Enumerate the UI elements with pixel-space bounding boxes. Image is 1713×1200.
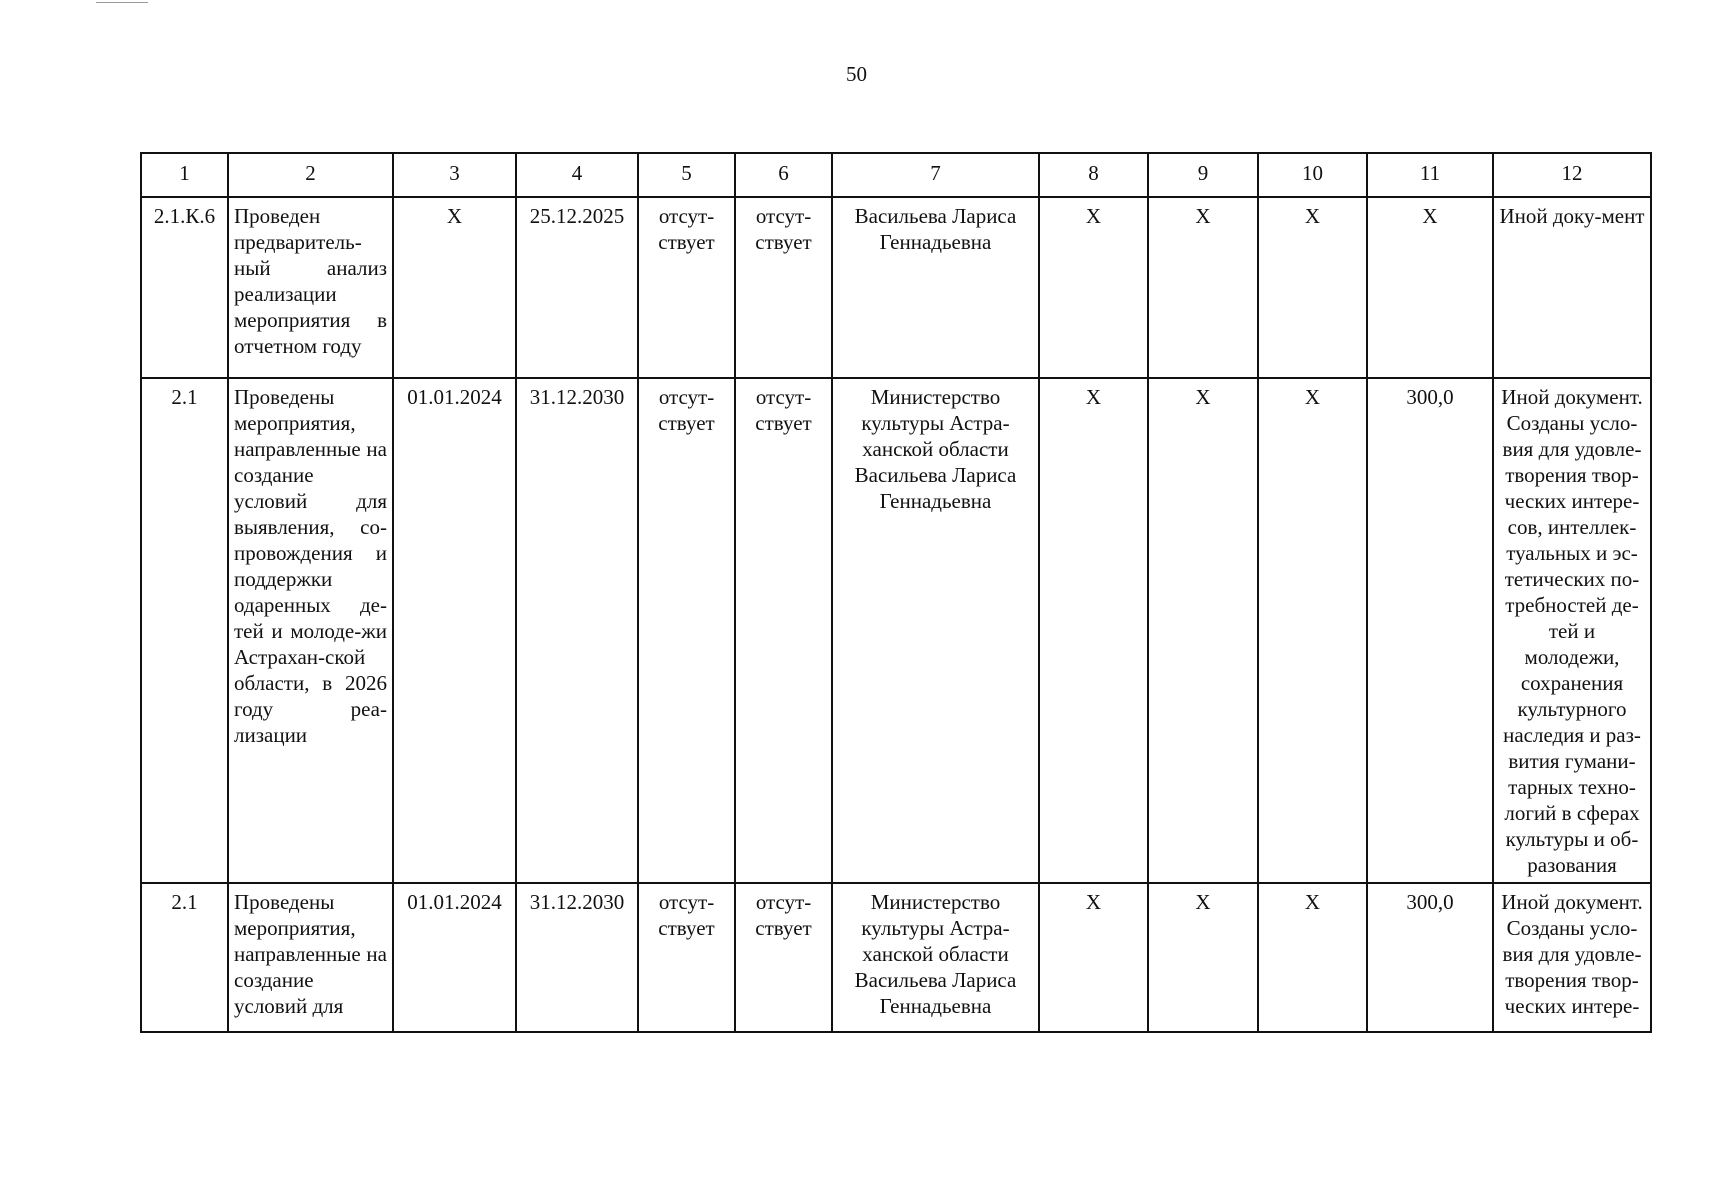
cell-col9: X [1148,378,1258,883]
start-date: 01.01.2024 [393,883,516,1032]
column-header: 3 [393,153,516,197]
column-header: 7 [832,153,1039,197]
cell-col5: отсут-ствует [638,378,735,883]
responsible: Министерство культуры Астра-ханской области Васильева Лариса Геннадьевна [832,883,1039,1032]
responsible: Васильева Лариса Геннадьевна [832,197,1039,378]
end-date: 31.12.2030 [516,883,638,1032]
column-header: 11 [1367,153,1493,197]
end-date: 25.12.2025 [516,197,638,378]
row-code: 2.1 [141,883,228,1032]
cell-col5: отсут-ствует [638,197,735,378]
column-header: 2 [228,153,393,197]
start-date: X [393,197,516,378]
row-code: 2.1.К.6 [141,197,228,378]
start-date: 01.01.2024 [393,378,516,883]
cell-col10: X [1258,197,1367,378]
cell-col9: X [1148,883,1258,1032]
cell-col11: 300,0 [1367,378,1493,883]
cell-col5: отсут-ствует [638,883,735,1032]
column-header: 8 [1039,153,1148,197]
page-number: 50 [846,62,867,86]
column-header: 1 [141,153,228,197]
cell-col11: X [1367,197,1493,378]
activity-plan-table [140,152,1652,1033]
table-row [141,883,1651,1032]
cell-col8: X [1039,883,1148,1032]
cell-col9: X [1148,197,1258,378]
column-header: 5 [638,153,735,197]
cell-col8: X [1039,378,1148,883]
result-name: Проведены мероприятия, направленные на создание условий для [228,883,393,1032]
column-header: 6 [735,153,832,197]
column-header: 12 [1493,153,1651,197]
result-name: Проведен предваритель-ный анализ реализации мероприятия в отчетном году [228,197,393,378]
cell-col11: 300,0 [1367,883,1493,1032]
document-type: Иной документ. Созданы усло-вия для удовле-творения твор-ческих интере-сов, интеллек-туальных и эс-тетических по-требностей де-тей и молодежи, сохранения культурного наследия и раз-вития гумани-тарных техно-логий в сферах культуры и об-разования [1493,378,1651,883]
result-name: Проведены мероприятия, направленные на создание условий для выявления, со-провождения и поддержки одаренных де-тей и молоде-жи Астрахан-ской области, в 2026 году реа-лизации [228,378,393,883]
document-type: Иной документ. Созданы усло-вия для удовле-творения твор-ческих интере- [1493,883,1651,1032]
document-type: Иной доку-мент [1493,197,1651,378]
cell-col8: X [1039,197,1148,378]
scan-artifact-line [96,2,148,3]
cell-col6: отсут-ствует [735,197,832,378]
row-code: 2.1 [141,378,228,883]
cell-col6: отсут-ствует [735,378,832,883]
table-row [141,197,1651,378]
cell-col10: X [1258,883,1367,1032]
column-header: 4 [516,153,638,197]
end-date: 31.12.2030 [516,378,638,883]
table-row [141,378,1651,883]
column-header: 9 [1148,153,1258,197]
responsible: Министерство культуры Астра-ханской области Васильева Лариса Геннадьевна [832,378,1039,883]
column-number-row [141,153,1651,197]
cell-col6: отсут-ствует [735,883,832,1032]
cell-col10: X [1258,378,1367,883]
column-header: 10 [1258,153,1367,197]
